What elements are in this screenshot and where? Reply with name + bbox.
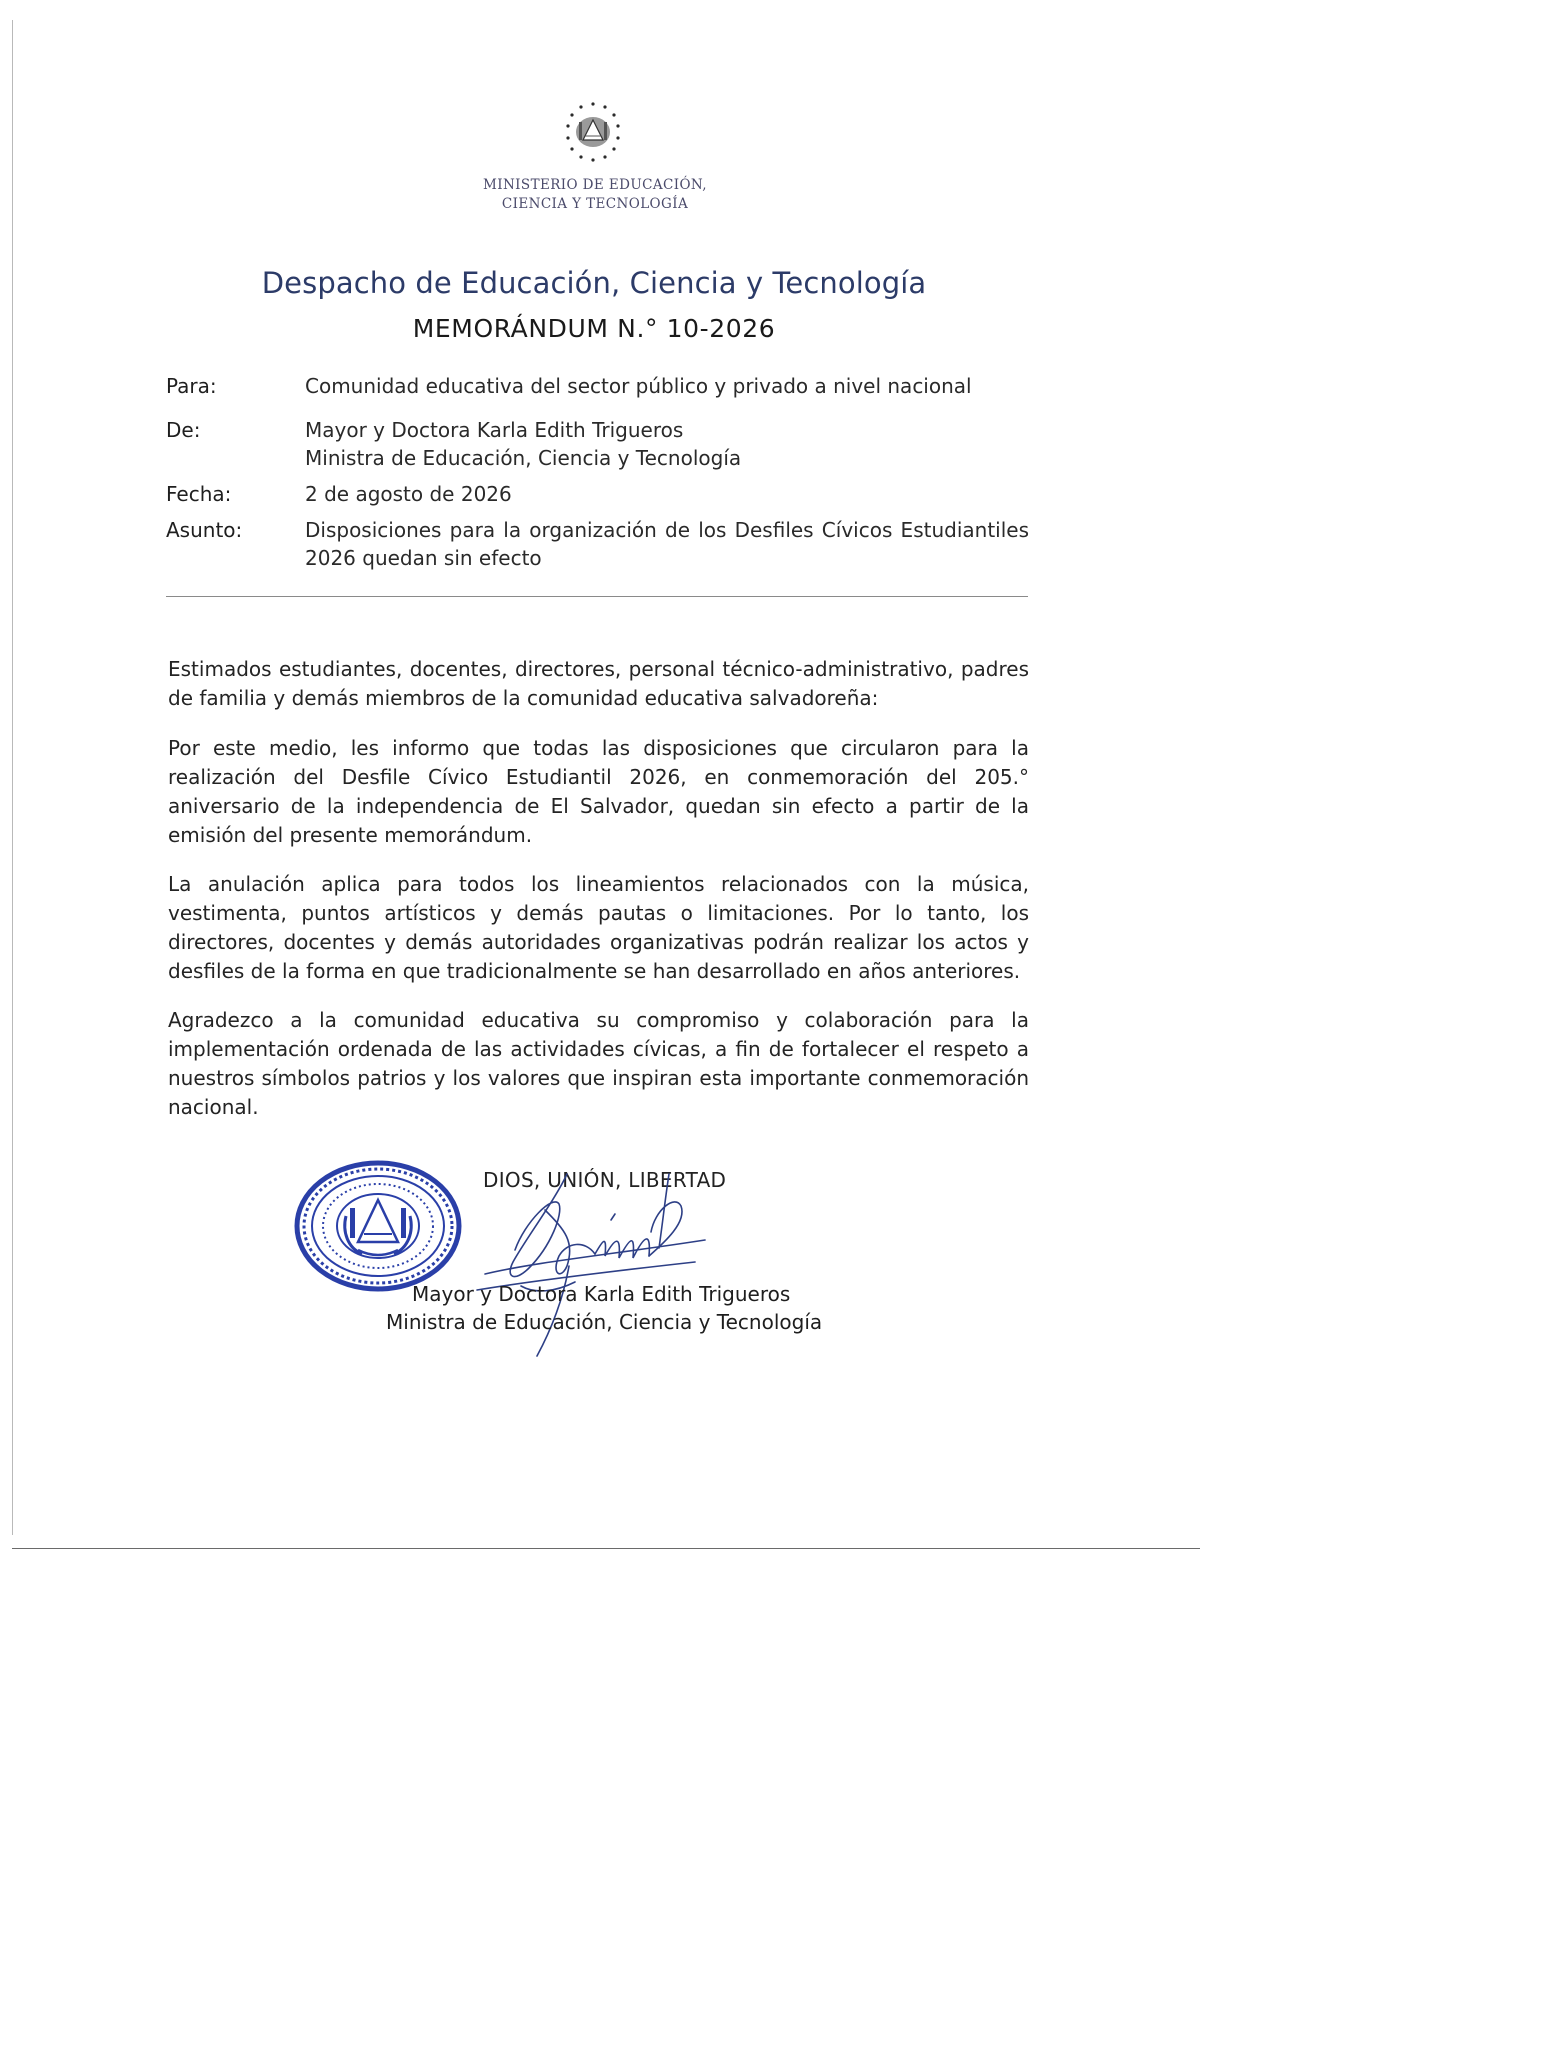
de-label: De: [166, 418, 201, 442]
asunto-value: Disposiciones para la organización de los Desfiles Cívicos Estudiantiles 2026 quedan sin efecto [305, 518, 1029, 570]
ministry-seal-stamp [292, 1156, 468, 1296]
ministry-name [430, 176, 760, 214]
header-divider [166, 596, 1028, 597]
national-coat-of-arms-icon [560, 100, 626, 166]
body-paragraph-thanks: Agradezco a la comunidad educativa su compromiso y colaboración para la implementación ordenada de las actividades cívicas, a fin de fortalecer el respeto a nuestros símbolos patrios y los valores que inspiran esta importante conmemoración nacional. [168, 1008, 1029, 1119]
fecha-value: 2 de agosto de 2026 [305, 482, 512, 506]
field-de [166, 416, 1036, 472]
body-paragraph-greeting: Estimados estudiantes, docentes, directores, personal técnico-administrativo, padres de familia y demás miembros de la comunidad educativa salvadoreña: [168, 657, 1029, 710]
scan-left-edge [12, 20, 13, 1535]
closing-motto: DIOS, UNIÓN, LIBERTAD [483, 1168, 727, 1192]
memo-number: MEMORÁNDUM N.° 10-2026 [412, 314, 776, 343]
signer-title: Ministra de Educación, Ciencia y Tecnología [386, 1310, 823, 1334]
signer-name: Mayor y Doctora Karla Edith Trigueros [412, 1282, 791, 1306]
office-title: Despacho de Educación, Ciencia y Tecnología [261, 266, 927, 300]
scan-bottom-edge [12, 1548, 1200, 1549]
para-label: Para: [166, 374, 217, 398]
para-value: Comunidad educativa del sector público y privado a nivel nacional [305, 374, 972, 398]
fecha-label: Fecha: [166, 482, 232, 506]
de-value-title: Ministra de Educación, Ciencia y Tecnología [305, 446, 742, 470]
field-asunto [166, 516, 1036, 576]
field-para [166, 372, 1036, 402]
asunto-label: Asunto: [166, 518, 243, 542]
body-paragraph-announcement: Por este medio, les informo que todas las disposiciones que circularon para la realización del Desfile Cívico Estudiantil 2026, en conmemoración del 205.° aniversario de la independencia de El Salvador, quedan sin efecto a partir de la emisión del presente memorándum. [168, 736, 1029, 847]
signer-block [386, 1280, 826, 1336]
de-value [305, 416, 1029, 472]
ministry-line-2: CIENCIA Y TECNOLOGÍA [501, 196, 689, 212]
de-value-name: Mayor y Doctora Karla Edith Trigueros [305, 418, 684, 442]
field-fecha [166, 480, 1036, 510]
body-paragraph-scope: La anulación aplica para todos los lineamientos relacionados con la música, vestimenta, puntos artísticos y demás pautas o limitaciones. Por lo tanto, los directores, docentes y demás autoridades organizativas podrán realizar los actos y desfiles de la forma en que tradicionalmente se han desarrollado en años anteriores. [168, 872, 1029, 983]
ministry-line-1: MINISTERIO DE EDUCACIÓN, [483, 177, 707, 193]
